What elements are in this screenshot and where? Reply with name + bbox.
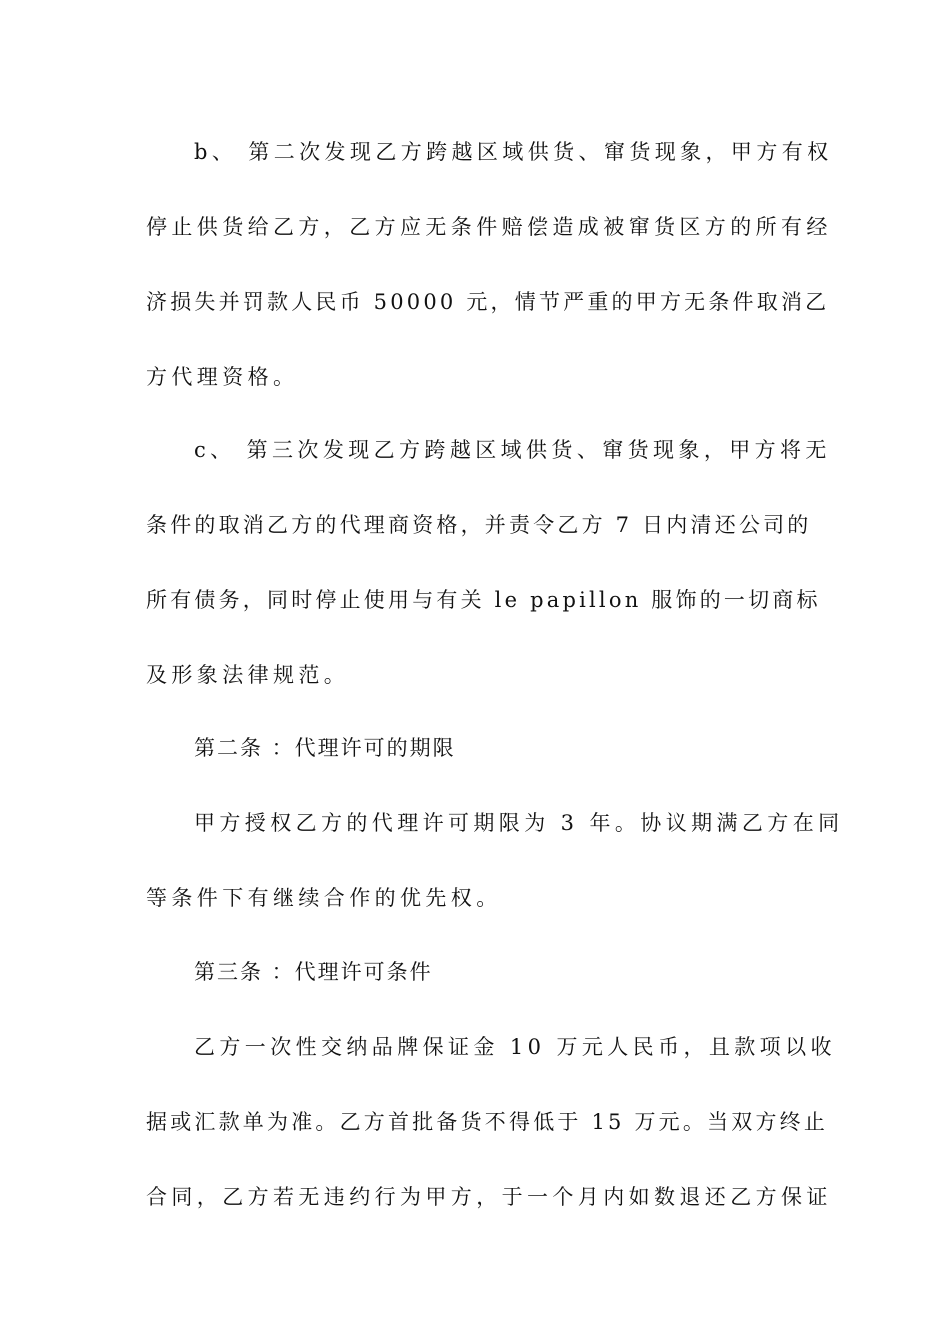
section-heading: 第二条 ：代理许可的期限: [194, 736, 456, 760]
paragraph-line: 停止供货给乙方，乙方应无条件赔偿造成被窜货区方的所有经: [146, 215, 832, 239]
paragraph-line: 等条件下有继续合作的优先权。: [146, 886, 502, 910]
paragraph-line: 甲方授权乙方的代理许可期限为 3 年。协议期满乙方在同: [194, 811, 844, 835]
paragraph-line: b、 第二次发现乙方跨越区域供货、窜货现象，甲方有权: [194, 140, 833, 164]
paragraph-line: 及形象法律规范。: [146, 663, 350, 687]
paragraph-line: 合同，乙方若无违约行为甲方，于一个月内如数退还乙方保证: [146, 1185, 832, 1209]
paragraph-line: 方代理资格。: [146, 365, 299, 389]
paragraph-line: 济损失并罚款人民币 50000 元，情节严重的甲方无条件取消乙: [146, 290, 830, 314]
paragraph-line: 条件的取消乙方的代理商资格，并责令乙方 7 日内清还公司的: [146, 513, 812, 537]
paragraph-line: 乙方一次性交纳品牌保证金 10 万元人民币，且款项以收: [194, 1035, 836, 1059]
paragraph-line: 所有债务，同时停止使用与有关 le papillon 服饰的一切商标: [146, 588, 821, 612]
paragraph-line: c、 第三次发现乙方跨越区域供货、窜货现象，甲方将无: [194, 438, 831, 462]
paragraph-line: 据或汇款单为准。乙方首批备货不得低于 15 万元。当双方终止: [146, 1110, 829, 1134]
section-heading: 第三条 ：代理许可条件: [194, 960, 433, 984]
